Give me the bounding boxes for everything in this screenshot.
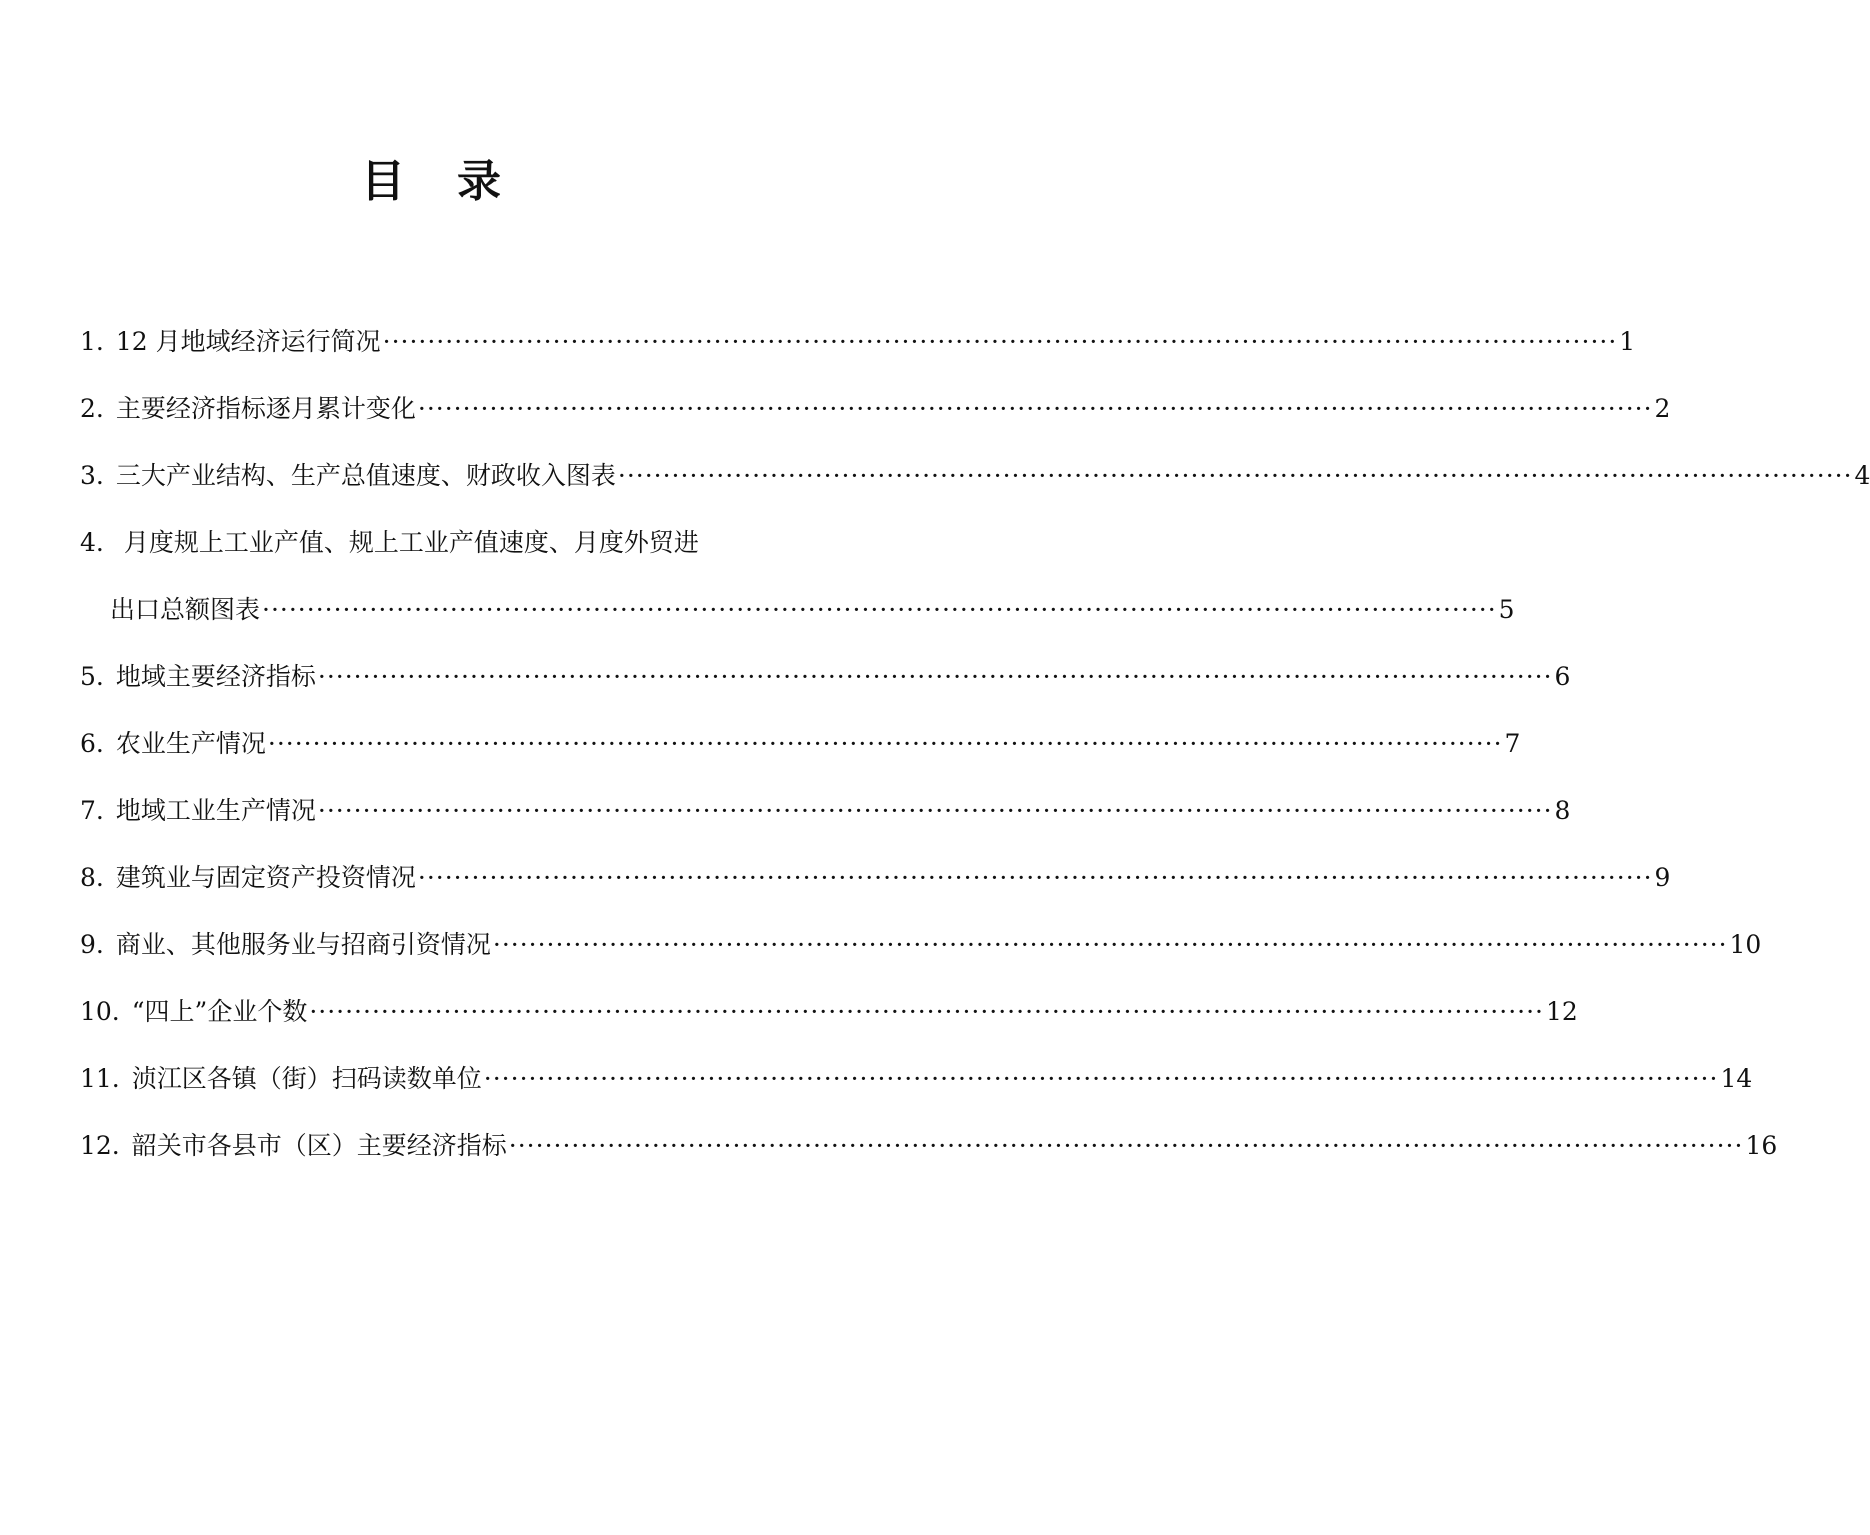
toc-entry-title: 三大产业结构、生产总值速度、财政收入图表 <box>115 461 616 490</box>
toc-entry-3[interactable] <box>80 442 1870 509</box>
toc-entry-title: 商业、其他服务业与招商引资情况 <box>115 930 491 959</box>
toc-entry-page: 16 <box>1745 1131 1778 1160</box>
toc-entry-4[interactable] <box>80 509 788 576</box>
toc-leader-dots: ·········································································································································· <box>492 930 1728 959</box>
toc-entry-title: 主要经济指标逐月累计变化 <box>115 394 416 423</box>
toc-entry-page: 9 <box>1654 863 1671 892</box>
toc-entry-title: 月度规上工业产值、规上工业产值速度、月度外贸进 <box>123 528 699 557</box>
toc-leader-dots: ·········································································································································· <box>417 863 1653 892</box>
toc-leader-dots: ·········································································································································· <box>508 1131 1744 1160</box>
toc-entry-page: 7 <box>1504 729 1521 758</box>
toc-entry-page: 2 <box>1654 394 1671 423</box>
toc-entry-1[interactable] <box>80 308 1636 375</box>
toc-entry-number: 3. <box>80 461 104 490</box>
toc-entry-11[interactable] <box>80 1045 1753 1112</box>
toc-leader-dots: ·········································································································································· <box>262 595 1497 624</box>
toc-entry-4-continued[interactable] <box>80 576 1515 643</box>
toc-leader-dots: ·········································································································································· <box>617 461 1853 490</box>
toc-entry-page: 1 <box>1619 327 1636 356</box>
toc-entry-number: 4. <box>80 528 104 557</box>
toc-entry-9[interactable] <box>80 911 1762 978</box>
toc-entry-number: 10. <box>80 997 120 1026</box>
toc-entry-number: 1. <box>80 327 104 356</box>
page-title: 目 录 <box>361 156 505 207</box>
toc-entry-number: 8. <box>80 863 104 892</box>
toc-entry-number: 5. <box>80 662 104 691</box>
toc-entry-page: 14 <box>1720 1064 1753 1093</box>
toc-entry-5[interactable] <box>80 643 1571 710</box>
toc-entry-10[interactable] <box>80 978 1578 1045</box>
toc-leader-dots: ·········································································································································· <box>317 662 1553 691</box>
toc-entry-12[interactable] <box>80 1112 1778 1179</box>
toc-entry-title: 地域工业生产情况 <box>115 796 316 825</box>
toc-leader-dots: ·········································································································································· <box>483 1064 1719 1093</box>
toc-entry-page: 10 <box>1729 930 1762 959</box>
toc-entry-title: 12 月地域经济运行简况 <box>115 327 381 356</box>
toc-leader-dots: ·········································································································································· <box>417 394 1653 423</box>
toc-entry-page: 5 <box>1498 595 1515 624</box>
toc-leader-dots: ·········································································································································· <box>317 796 1553 825</box>
toc-entry-title: “四上”企业个数 <box>131 997 308 1026</box>
toc-entry-8[interactable] <box>80 844 1671 911</box>
toc-entry-7[interactable] <box>80 777 1571 844</box>
toc-entry-title: 韶关市各县市（区）主要经济指标 <box>131 1131 507 1160</box>
toc-leader-dots: ·········································································································································· <box>267 729 1503 758</box>
toc-entry-number: 2. <box>80 394 104 423</box>
toc-entry-2[interactable] <box>80 375 1671 442</box>
toc-entry-page: 6 <box>1554 662 1571 691</box>
toc-entry-number: 6. <box>80 729 104 758</box>
toc-entry-title: 农业生产情况 <box>115 729 266 758</box>
toc-entry-number: 11. <box>80 1064 120 1093</box>
toc-entry-page: 8 <box>1554 796 1571 825</box>
toc-entry-number: 12. <box>80 1131 120 1160</box>
toc-entry-number: 7. <box>80 796 104 825</box>
toc-entry-page: 4 <box>1854 461 1870 490</box>
toc-leader-dots: ·········································································································································· <box>382 327 1618 356</box>
toc-entry-number: 9. <box>80 930 104 959</box>
toc-entry-title-continued: 出口总额图表 <box>110 595 261 624</box>
toc-entry-6[interactable] <box>80 710 1521 777</box>
toc-entry-title: 建筑业与固定资产投资情况 <box>115 863 416 892</box>
table-of-contents <box>80 308 1870 1179</box>
toc-entry-page: 12 <box>1545 997 1578 1026</box>
toc-entry-title: 浈江区各镇（街）扫码读数单位 <box>131 1064 482 1093</box>
toc-leader-dots: ·········································································································································· <box>309 997 1544 1026</box>
toc-entry-title: 地域主要经济指标 <box>115 662 316 691</box>
